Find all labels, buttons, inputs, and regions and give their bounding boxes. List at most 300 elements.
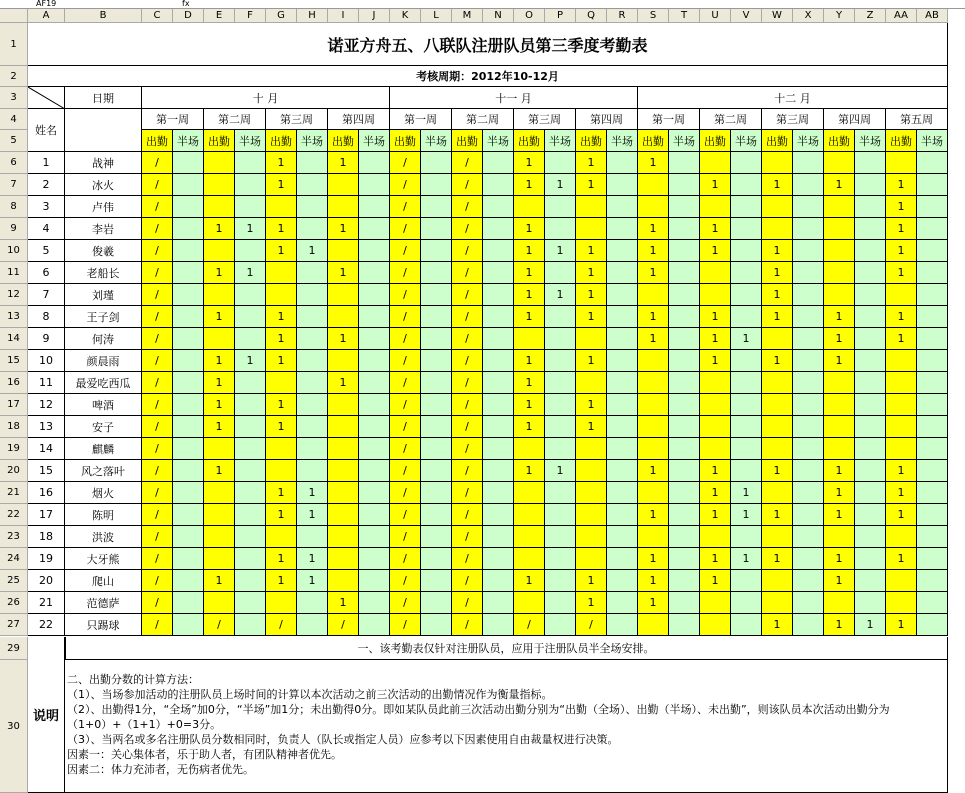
attendance-cell[interactable] <box>669 482 700 504</box>
attendance-cell[interactable] <box>886 372 917 394</box>
attendance-cell[interactable] <box>421 196 452 218</box>
attendance-cell[interactable] <box>855 196 886 218</box>
attendance-cell[interactable] <box>824 438 855 460</box>
attendance-cell[interactable] <box>607 240 638 262</box>
attendance-cell[interactable] <box>483 526 514 548</box>
row-header-27[interactable]: 27 <box>0 614 28 636</box>
attendance-cell[interactable]: 1 <box>824 174 855 196</box>
attendance-cell[interactable] <box>917 592 948 614</box>
attendance-cell[interactable] <box>793 592 824 614</box>
attendance-cell[interactable] <box>483 174 514 196</box>
attendance-cell[interactable]: / <box>142 460 173 482</box>
attendance-cell[interactable]: 1 <box>762 284 793 306</box>
attendance-cell[interactable]: 1 <box>762 262 793 284</box>
attendance-cell[interactable] <box>731 416 762 438</box>
member-name[interactable]: 只踢球 <box>65 614 142 636</box>
attendance-cell[interactable] <box>824 592 855 614</box>
attendance-cell[interactable] <box>359 526 390 548</box>
attendance-cell[interactable] <box>886 284 917 306</box>
attendance-cell[interactable]: / <box>390 394 421 416</box>
attendance-cell[interactable] <box>514 504 545 526</box>
attendance-cell[interactable] <box>638 284 669 306</box>
attendance-cell[interactable]: 1 <box>545 240 576 262</box>
row-header-21[interactable]: 21 <box>0 482 28 504</box>
attendance-cell[interactable] <box>669 196 700 218</box>
attendance-cell[interactable] <box>855 262 886 284</box>
attendance-cell[interactable]: 1 <box>266 152 297 174</box>
attendance-cell[interactable] <box>669 350 700 372</box>
member-name[interactable]: 陈明 <box>65 504 142 526</box>
attendance-cell[interactable] <box>576 438 607 460</box>
attendance-cell[interactable] <box>266 438 297 460</box>
attendance-cell[interactable] <box>235 614 266 636</box>
attendance-cell[interactable]: 1 <box>545 284 576 306</box>
attendance-cell[interactable] <box>638 394 669 416</box>
name-box[interactable]: AF19 <box>0 0 110 9</box>
attendance-cell[interactable] <box>421 262 452 284</box>
attendance-cell[interactable] <box>483 416 514 438</box>
attendance-cell[interactable] <box>731 196 762 218</box>
attendance-cell[interactable] <box>421 350 452 372</box>
attendance-cell[interactable]: / <box>142 306 173 328</box>
attendance-cell[interactable] <box>235 592 266 614</box>
attendance-cell[interactable] <box>607 614 638 636</box>
attendance-cell[interactable] <box>793 262 824 284</box>
attendance-cell[interactable] <box>173 438 204 460</box>
attendance-cell[interactable]: / <box>452 174 483 196</box>
attendance-cell[interactable] <box>235 460 266 482</box>
attendance-cell[interactable] <box>669 504 700 526</box>
column-header-D[interactable]: D <box>173 9 204 23</box>
attendance-cell[interactable]: / <box>142 482 173 504</box>
attendance-cell[interactable]: 1 <box>514 416 545 438</box>
attendance-cell[interactable]: 1 <box>514 284 545 306</box>
attendance-cell[interactable]: 1 <box>638 328 669 350</box>
attendance-cell[interactable] <box>545 548 576 570</box>
column-header-E[interactable]: E <box>204 9 235 23</box>
attendance-cell[interactable]: / <box>452 570 483 592</box>
attendance-cell[interactable] <box>824 262 855 284</box>
attendance-cell[interactable] <box>607 592 638 614</box>
attendance-cell[interactable] <box>483 262 514 284</box>
attendance-cell[interactable]: / <box>452 240 483 262</box>
attendance-cell[interactable] <box>483 614 514 636</box>
attendance-cell[interactable]: / <box>142 196 173 218</box>
attendance-cell[interactable] <box>359 416 390 438</box>
attendance-cell[interactable] <box>917 526 948 548</box>
attendance-cell[interactable]: / <box>142 526 173 548</box>
attendance-cell[interactable]: 1 <box>886 218 917 240</box>
attendance-cell[interactable] <box>762 592 793 614</box>
attendance-cell[interactable] <box>359 306 390 328</box>
attendance-cell[interactable] <box>793 284 824 306</box>
attendance-cell[interactable] <box>917 570 948 592</box>
member-name[interactable]: 麒麟 <box>65 438 142 460</box>
row-header-15[interactable]: 15 <box>0 350 28 372</box>
attendance-cell[interactable] <box>266 284 297 306</box>
attendance-cell[interactable] <box>297 592 328 614</box>
attendance-cell[interactable] <box>359 570 390 592</box>
attendance-cell[interactable] <box>855 152 886 174</box>
attendance-cell[interactable]: 1 <box>266 504 297 526</box>
column-header-G[interactable]: G <box>266 9 297 23</box>
attendance-cell[interactable]: 1 <box>297 482 328 504</box>
attendance-cell[interactable] <box>855 306 886 328</box>
attendance-cell[interactable]: 1 <box>886 262 917 284</box>
attendance-cell[interactable]: 1 <box>576 262 607 284</box>
attendance-cell[interactable] <box>700 262 731 284</box>
attendance-cell[interactable]: 1 <box>700 306 731 328</box>
attendance-cell[interactable] <box>173 394 204 416</box>
attendance-cell[interactable] <box>297 526 328 548</box>
attendance-cell[interactable]: / <box>142 416 173 438</box>
attendance-cell[interactable] <box>731 218 762 240</box>
attendance-cell[interactable] <box>204 526 235 548</box>
attendance-cell[interactable]: 1 <box>266 218 297 240</box>
attendance-cell[interactable] <box>669 372 700 394</box>
attendance-cell[interactable] <box>700 416 731 438</box>
attendance-cell[interactable] <box>545 196 576 218</box>
attendance-cell[interactable] <box>545 504 576 526</box>
attendance-cell[interactable] <box>855 372 886 394</box>
member-name[interactable]: 风之落叶 <box>65 460 142 482</box>
attendance-cell[interactable] <box>483 460 514 482</box>
attendance-cell[interactable] <box>607 570 638 592</box>
attendance-cell[interactable] <box>421 372 452 394</box>
attendance-cell[interactable] <box>328 240 359 262</box>
row-header-8[interactable]: 8 <box>0 196 28 218</box>
attendance-cell[interactable] <box>483 328 514 350</box>
attendance-cell[interactable] <box>421 416 452 438</box>
attendance-cell[interactable] <box>421 174 452 196</box>
attendance-cell[interactable] <box>576 504 607 526</box>
attendance-cell[interactable]: / <box>142 262 173 284</box>
attendance-cell[interactable] <box>793 548 824 570</box>
attendance-cell[interactable] <box>917 306 948 328</box>
attendance-cell[interactable]: 1 <box>328 592 359 614</box>
attendance-cell[interactable] <box>855 350 886 372</box>
attendance-cell[interactable] <box>235 328 266 350</box>
attendance-cell[interactable] <box>204 548 235 570</box>
attendance-cell[interactable]: / <box>452 350 483 372</box>
attendance-cell[interactable] <box>576 328 607 350</box>
attendance-cell[interactable] <box>669 438 700 460</box>
attendance-cell[interactable]: 1 <box>700 328 731 350</box>
row-header-25[interactable]: 25 <box>0 570 28 592</box>
attendance-cell[interactable] <box>669 174 700 196</box>
attendance-cell[interactable] <box>886 152 917 174</box>
row-header-14[interactable]: 14 <box>0 328 28 350</box>
attendance-cell[interactable] <box>359 438 390 460</box>
attendance-cell[interactable]: / <box>142 174 173 196</box>
attendance-cell[interactable] <box>824 218 855 240</box>
row-header-26[interactable]: 26 <box>0 592 28 614</box>
attendance-cell[interactable] <box>886 570 917 592</box>
attendance-cell[interactable]: 1 <box>700 504 731 526</box>
attendance-cell[interactable]: 1 <box>266 482 297 504</box>
attendance-cell[interactable]: / <box>142 438 173 460</box>
attendance-cell[interactable]: 1 <box>886 460 917 482</box>
attendance-cell[interactable] <box>669 262 700 284</box>
attendance-cell[interactable] <box>669 284 700 306</box>
member-name[interactable]: 啤酒 <box>65 394 142 416</box>
attendance-cell[interactable] <box>421 504 452 526</box>
row-header-5[interactable]: 5 <box>0 130 28 152</box>
attendance-cell[interactable]: / <box>452 504 483 526</box>
attendance-cell[interactable] <box>421 438 452 460</box>
attendance-cell[interactable] <box>545 262 576 284</box>
attendance-cell[interactable]: / <box>142 372 173 394</box>
attendance-cell[interactable]: 1 <box>762 240 793 262</box>
attendance-cell[interactable] <box>793 416 824 438</box>
member-name[interactable]: 范德萨 <box>65 592 142 614</box>
attendance-cell[interactable]: / <box>390 592 421 614</box>
attendance-cell[interactable] <box>638 614 669 636</box>
attendance-cell[interactable]: 1 <box>576 592 607 614</box>
attendance-cell[interactable] <box>328 394 359 416</box>
attendance-cell[interactable] <box>359 504 390 526</box>
attendance-cell[interactable] <box>855 592 886 614</box>
attendance-cell[interactable] <box>638 438 669 460</box>
attendance-cell[interactable] <box>824 526 855 548</box>
attendance-cell[interactable]: 1 <box>328 152 359 174</box>
attendance-cell[interactable] <box>173 504 204 526</box>
attendance-cell[interactable]: 1 <box>266 240 297 262</box>
attendance-cell[interactable] <box>514 328 545 350</box>
attendance-cell[interactable]: / <box>452 592 483 614</box>
attendance-cell[interactable]: 1 <box>824 504 855 526</box>
attendance-cell[interactable]: 1 <box>824 614 855 636</box>
row-header-29[interactable]: 29 <box>0 637 28 660</box>
attendance-cell[interactable]: / <box>204 614 235 636</box>
attendance-cell[interactable] <box>328 196 359 218</box>
attendance-cell[interactable] <box>359 614 390 636</box>
attendance-cell[interactable]: / <box>142 614 173 636</box>
attendance-cell[interactable]: 1 <box>700 240 731 262</box>
attendance-cell[interactable] <box>483 394 514 416</box>
attendance-cell[interactable]: 1 <box>266 306 297 328</box>
attendance-cell[interactable]: 1 <box>328 372 359 394</box>
attendance-cell[interactable] <box>669 416 700 438</box>
attendance-cell[interactable]: / <box>390 196 421 218</box>
member-name[interactable]: 大牙熊 <box>65 548 142 570</box>
attendance-cell[interactable]: 1 <box>731 548 762 570</box>
attendance-cell[interactable] <box>669 328 700 350</box>
attendance-cell[interactable]: 1 <box>204 306 235 328</box>
attendance-cell[interactable] <box>669 548 700 570</box>
attendance-cell[interactable] <box>576 196 607 218</box>
attendance-cell[interactable]: / <box>452 152 483 174</box>
attendance-cell[interactable] <box>545 372 576 394</box>
attendance-cell[interactable] <box>638 526 669 548</box>
column-header-H[interactable]: H <box>297 9 328 23</box>
column-header-Y[interactable]: Y <box>824 9 855 23</box>
attendance-cell[interactable] <box>638 196 669 218</box>
attendance-cell[interactable] <box>886 394 917 416</box>
attendance-cell[interactable] <box>235 482 266 504</box>
attendance-cell[interactable] <box>235 240 266 262</box>
attendance-cell[interactable] <box>607 196 638 218</box>
attendance-cell[interactable] <box>328 526 359 548</box>
formula-bar[interactable]: fx <box>110 0 965 9</box>
attendance-cell[interactable] <box>483 240 514 262</box>
attendance-cell[interactable] <box>607 548 638 570</box>
attendance-cell[interactable] <box>607 152 638 174</box>
attendance-cell[interactable]: / <box>390 218 421 240</box>
attendance-cell[interactable] <box>731 592 762 614</box>
attendance-cell[interactable]: 1 <box>638 306 669 328</box>
member-name[interactable]: 安子 <box>65 416 142 438</box>
attendance-cell[interactable] <box>235 152 266 174</box>
attendance-cell[interactable] <box>576 218 607 240</box>
attendance-cell[interactable] <box>855 460 886 482</box>
attendance-cell[interactable] <box>359 196 390 218</box>
attendance-cell[interactable] <box>917 262 948 284</box>
attendance-cell[interactable]: 1 <box>297 570 328 592</box>
attendance-cell[interactable]: 1 <box>886 504 917 526</box>
column-header-AA[interactable]: AA <box>886 9 917 23</box>
column-header-N[interactable]: N <box>483 9 514 23</box>
column-header-T[interactable]: T <box>669 9 700 23</box>
attendance-cell[interactable]: 1 <box>576 152 607 174</box>
attendance-cell[interactable]: 1 <box>638 592 669 614</box>
attendance-cell[interactable]: 1 <box>824 548 855 570</box>
attendance-cell[interactable] <box>886 416 917 438</box>
attendance-cell[interactable]: 1 <box>576 416 607 438</box>
attendance-cell[interactable] <box>204 438 235 460</box>
attendance-cell[interactable]: / <box>142 394 173 416</box>
attendance-cell[interactable]: / <box>452 262 483 284</box>
row-header-9[interactable]: 9 <box>0 218 28 240</box>
attendance-cell[interactable] <box>762 152 793 174</box>
attendance-cell[interactable] <box>607 262 638 284</box>
attendance-cell[interactable]: 1 <box>886 306 917 328</box>
attendance-cell[interactable]: 1 <box>576 570 607 592</box>
row-header-1[interactable]: 1 <box>0 23 28 66</box>
attendance-cell[interactable] <box>235 306 266 328</box>
attendance-cell[interactable]: 1 <box>266 548 297 570</box>
attendance-cell[interactable] <box>669 526 700 548</box>
attendance-cell[interactable] <box>917 152 948 174</box>
attendance-cell[interactable] <box>855 438 886 460</box>
attendance-cell[interactable] <box>545 438 576 460</box>
attendance-cell[interactable]: / <box>452 416 483 438</box>
attendance-cell[interactable] <box>483 548 514 570</box>
column-header-S[interactable]: S <box>638 9 669 23</box>
member-name[interactable]: 最爱吃西瓜 <box>65 372 142 394</box>
attendance-cell[interactable] <box>576 460 607 482</box>
attendance-cell[interactable] <box>886 438 917 460</box>
attendance-cell[interactable]: / <box>390 152 421 174</box>
attendance-cell[interactable]: 1 <box>886 174 917 196</box>
attendance-cell[interactable] <box>545 482 576 504</box>
row-header-12[interactable]: 12 <box>0 284 28 306</box>
attendance-cell[interactable] <box>483 504 514 526</box>
attendance-cell[interactable] <box>266 372 297 394</box>
attendance-cell[interactable]: 1 <box>297 240 328 262</box>
attendance-cell[interactable] <box>421 548 452 570</box>
attendance-cell[interactable] <box>607 460 638 482</box>
attendance-cell[interactable]: 1 <box>297 548 328 570</box>
attendance-cell[interactable] <box>483 284 514 306</box>
column-header-Z[interactable]: Z <box>855 9 886 23</box>
column-header-O[interactable]: O <box>514 9 545 23</box>
attendance-cell[interactable] <box>173 262 204 284</box>
attendance-cell[interactable] <box>793 460 824 482</box>
attendance-cell[interactable] <box>421 284 452 306</box>
attendance-cell[interactable] <box>607 372 638 394</box>
attendance-cell[interactable] <box>545 350 576 372</box>
column-header-B[interactable]: B <box>65 9 142 23</box>
attendance-cell[interactable]: 1 <box>576 174 607 196</box>
attendance-cell[interactable] <box>297 284 328 306</box>
attendance-cell[interactable] <box>607 438 638 460</box>
attendance-cell[interactable]: 1 <box>700 482 731 504</box>
attendance-cell[interactable]: / <box>390 174 421 196</box>
attendance-cell[interactable]: / <box>142 328 173 350</box>
attendance-cell[interactable] <box>235 284 266 306</box>
column-header-X[interactable]: X <box>793 9 824 23</box>
attendance-cell[interactable]: 1 <box>235 350 266 372</box>
attendance-cell[interactable] <box>793 394 824 416</box>
attendance-cell[interactable]: 1 <box>762 504 793 526</box>
attendance-cell[interactable]: / <box>576 614 607 636</box>
attendance-cell[interactable]: / <box>452 526 483 548</box>
attendance-cell[interactable]: 1 <box>731 482 762 504</box>
attendance-cell[interactable] <box>173 196 204 218</box>
attendance-cell[interactable]: / <box>390 548 421 570</box>
attendance-cell[interactable] <box>855 218 886 240</box>
column-header-Q[interactable]: Q <box>576 9 607 23</box>
attendance-cell[interactable] <box>855 328 886 350</box>
attendance-cell[interactable]: 1 <box>824 328 855 350</box>
attendance-cell[interactable] <box>421 218 452 240</box>
attendance-cell[interactable] <box>297 394 328 416</box>
attendance-cell[interactable] <box>917 438 948 460</box>
row-header-24[interactable]: 24 <box>0 548 28 570</box>
attendance-cell[interactable] <box>545 570 576 592</box>
attendance-cell[interactable]: 1 <box>297 504 328 526</box>
attendance-cell[interactable] <box>669 152 700 174</box>
row-header-11[interactable]: 11 <box>0 262 28 284</box>
attendance-cell[interactable] <box>297 350 328 372</box>
attendance-cell[interactable] <box>483 438 514 460</box>
attendance-cell[interactable] <box>762 394 793 416</box>
attendance-cell[interactable] <box>793 328 824 350</box>
attendance-cell[interactable] <box>917 372 948 394</box>
attendance-cell[interactable] <box>886 526 917 548</box>
attendance-cell[interactable] <box>545 526 576 548</box>
attendance-cell[interactable] <box>886 350 917 372</box>
attendance-cell[interactable] <box>669 614 700 636</box>
attendance-cell[interactable] <box>669 394 700 416</box>
attendance-cell[interactable] <box>359 482 390 504</box>
attendance-cell[interactable] <box>514 548 545 570</box>
attendance-cell[interactable]: 1 <box>638 152 669 174</box>
attendance-cell[interactable] <box>173 416 204 438</box>
attendance-cell[interactable] <box>266 526 297 548</box>
attendance-cell[interactable] <box>576 372 607 394</box>
attendance-cell[interactable] <box>917 174 948 196</box>
attendance-cell[interactable]: / <box>452 482 483 504</box>
attendance-cell[interactable] <box>793 218 824 240</box>
attendance-cell[interactable] <box>700 284 731 306</box>
attendance-cell[interactable]: 1 <box>204 262 235 284</box>
attendance-cell[interactable]: 1 <box>762 350 793 372</box>
attendance-cell[interactable]: 1 <box>266 174 297 196</box>
attendance-cell[interactable]: 1 <box>266 416 297 438</box>
attendance-cell[interactable] <box>359 284 390 306</box>
